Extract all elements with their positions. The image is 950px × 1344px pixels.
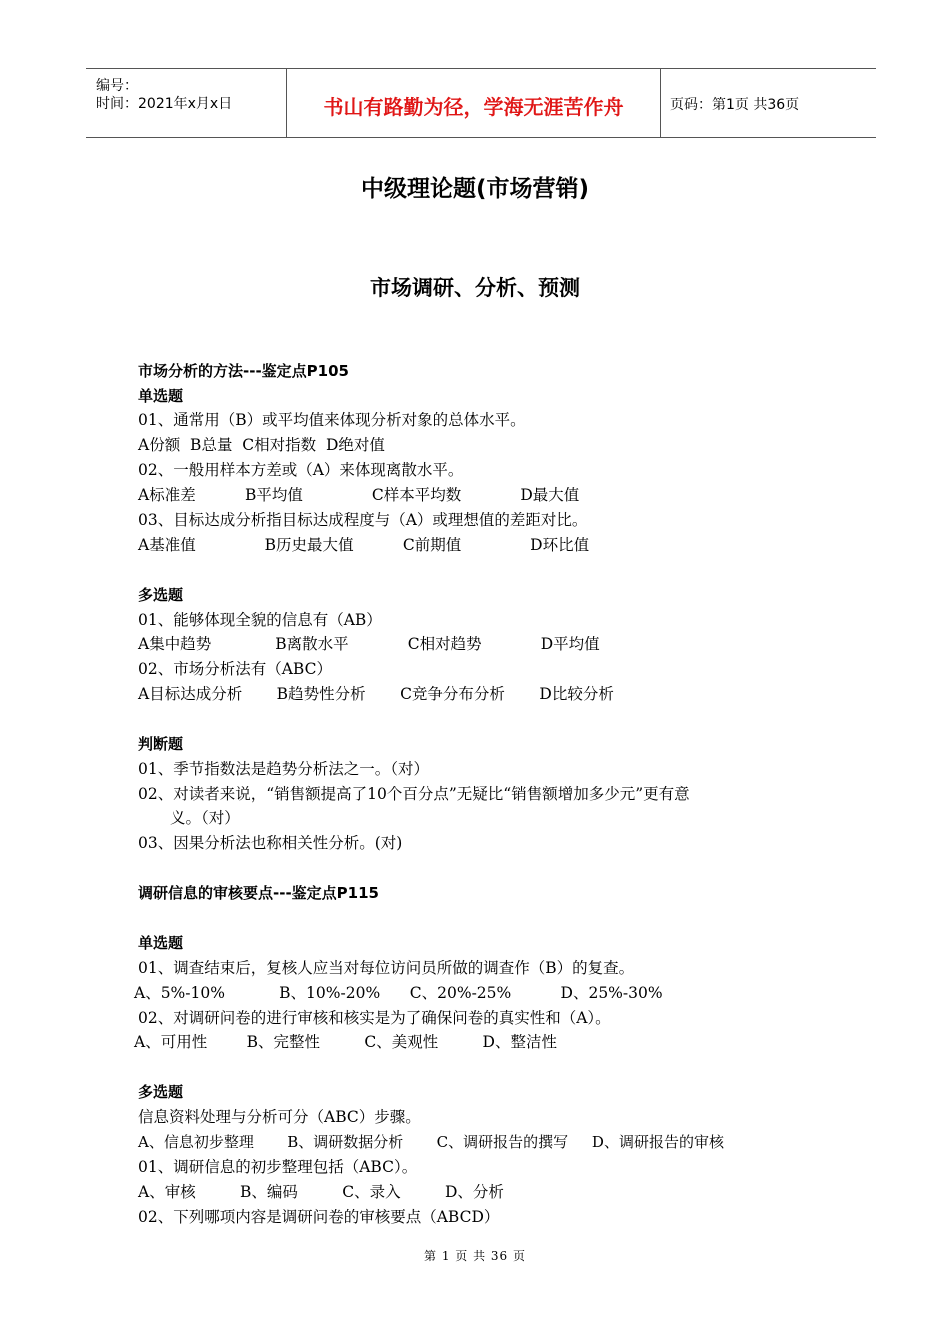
question-text: 01、通常用（B）或平均值来体现分析对象的总体水平。 xyxy=(138,411,526,429)
question-text: 03、因果分析法也称相关性分析。(对) xyxy=(138,834,403,852)
page-title: 中级理论题(市场营销) xyxy=(360,176,590,202)
question-text: 信息资料处理与分析可分（ABC）步骤。 xyxy=(138,1108,421,1126)
answer-options: A集中趋势 B离散水平 C相对趋势 D平均值 xyxy=(138,635,600,653)
question-text: 02、下列哪项内容是调研问卷的审核要点（ABCD） xyxy=(138,1208,500,1226)
question-text: 01、调研信息的初步整理包括（ABC）。 xyxy=(138,1158,418,1176)
question-type-heading: 多选题 xyxy=(138,586,184,604)
answer-options: A、可用性 B、完整性 C、美观性 D、整洁性 xyxy=(134,1033,557,1051)
page-footer: 第 1 页 共 36 页 xyxy=(424,1249,526,1263)
header-meta-cell xyxy=(86,69,286,137)
motto-text: 书山有路勤为径，学海无涯苦作舟 xyxy=(323,95,624,119)
question-type-heading: 单选题 xyxy=(138,387,184,405)
answer-options: A基准值 B历史最大值 C前期值 D环比值 xyxy=(138,536,590,554)
time-label: 时间：2021年x月x日 xyxy=(96,96,233,112)
header-page-cell xyxy=(660,69,876,137)
section-heading: 调研信息的审核要点---鉴定点P115 xyxy=(138,884,379,902)
page-info: 页码：第1页 共36页 xyxy=(670,97,800,113)
question-type-heading: 判断题 xyxy=(138,735,184,753)
question-text: 01、调查结束后，复核人应当对每位访问员所做的调查作（B）的复查。 xyxy=(138,959,635,977)
question-text: 02、市场分析法有（ABC） xyxy=(138,660,332,678)
question-text: 02、对调研问卷的进行审核和核实是为了确保问卷的真实性和（A）。 xyxy=(138,1009,611,1027)
question-type-heading: 单选题 xyxy=(138,934,184,952)
answer-options: A、5%-10% B、10%-20% C、20%-25% D、25%-30% xyxy=(134,984,663,1002)
question-text: 01、能够体现全貌的信息有（AB） xyxy=(138,611,382,629)
question-type-heading: 多选题 xyxy=(138,1083,184,1101)
question-text-continued: 义。（对） xyxy=(170,809,240,827)
page-header xyxy=(86,68,876,138)
section-heading: 市场分析的方法---鉴定点P105 xyxy=(138,362,349,380)
header-motto-cell xyxy=(286,69,661,137)
question-text: 03、目标达成分析指目标达成程度与（A）或理想值的差距对比。 xyxy=(138,511,588,529)
number-label: 编号： xyxy=(96,78,138,94)
answer-options: A、审核 B、编码 C、录入 D、分析 xyxy=(138,1183,504,1201)
answer-options: A标准差 B平均值 C样本平均数 D最大值 xyxy=(138,486,580,504)
answer-options: A、信息初步整理 B、调研数据分析 C、调研报告的撰写 D、调研报告的审核 xyxy=(138,1133,724,1151)
page-subtitle: 市场调研、分析、预测 xyxy=(370,276,580,300)
question-text: 02、一般用样本方差或（A）来体现离散水平。 xyxy=(138,461,464,479)
question-text: 01、季节指数法是趋势分析法之一。（对） xyxy=(138,760,429,778)
answer-options: A份额 B总量 C相对指数 D绝对值 xyxy=(138,436,385,454)
question-text: 02、对读者来说，“销售额提高了10个百分点”无疑比“销售额增加多少元”更有意 xyxy=(138,785,690,803)
answer-options: A目标达成分析 B趋势性分析 C竞争分布分析 D比较分析 xyxy=(138,685,614,703)
